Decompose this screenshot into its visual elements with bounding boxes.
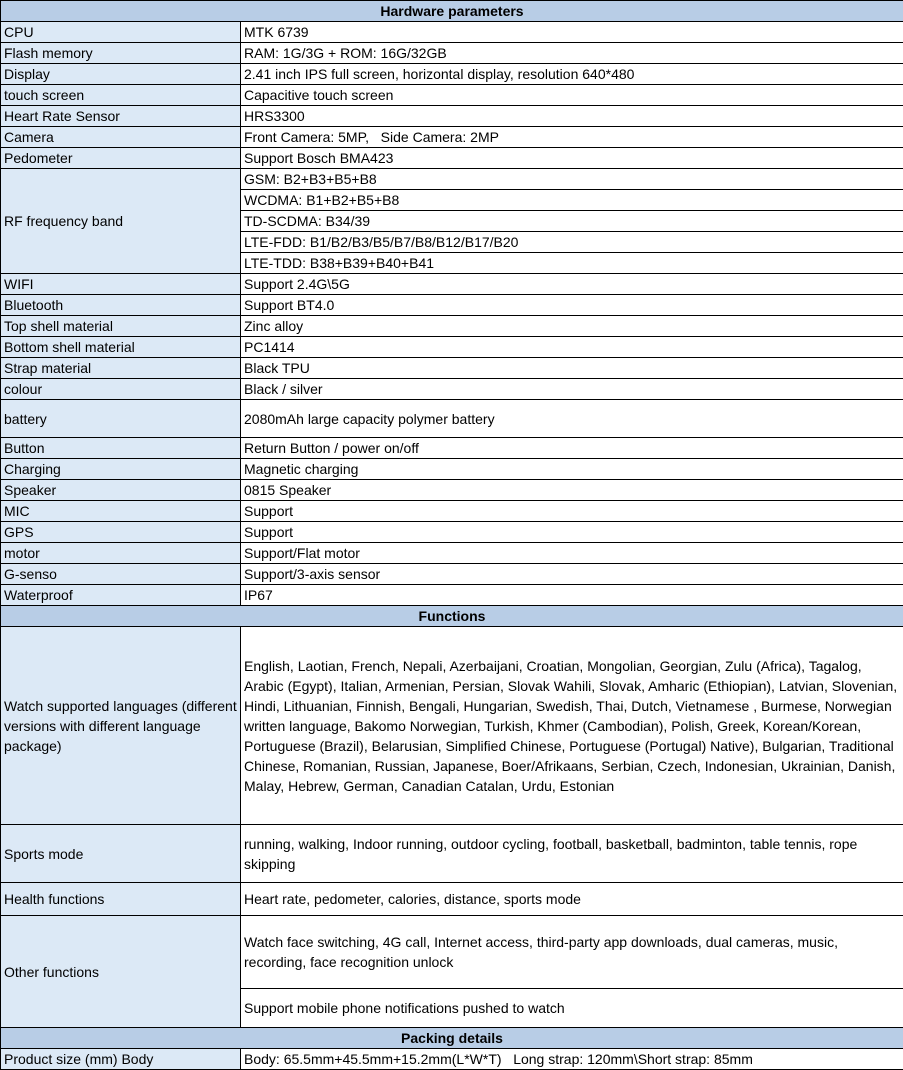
spec-value-flash-memory: RAM: 1G/3G + ROM: 16G/32GB [241,43,903,64]
spec-label-motor: motor [1,543,241,564]
spec-label-heart-rate-sensor: Heart Rate Sensor [1,106,241,127]
spec-label-pedometer: Pedometer [1,148,241,169]
spec-value-wifi: Support 2.4G\5G [241,274,903,295]
spec-value-battery: 2080mAh large capacity polymer battery [241,400,903,438]
spec-value-top-shell-material: Zinc alloy [241,316,903,337]
spec-value-bluetooth: Support BT4.0 [241,295,903,316]
spec-value-mic: Support [241,501,903,522]
spec-label-bluetooth: Bluetooth [1,295,241,316]
spec-label-waterproof: Waterproof [1,585,241,606]
spec-value-colour: Black / silver [241,379,903,400]
hardware-section-title: Hardware parameters [1,1,903,22]
spec-value-other-functions-2: Support mobile phone notifications pushed to watch [241,989,903,1028]
spec-label-battery: battery [1,400,241,438]
spec-value-rf-wcdma: WCDMA: B1+B2+B5+B8 [241,190,903,211]
spec-value-camera: Front Camera: 5MP, Side Camera: 2MP [241,127,903,148]
spec-label-sports-mode: Sports mode [1,825,241,883]
packing-section-title: Packing details [1,1028,903,1049]
spec-label-product-size: Product size (mm) Body [1,1049,241,1070]
spec-label-wifi: WIFI [1,274,241,295]
spec-label-g-senso: G-senso [1,564,241,585]
spec-value-waterproof: IP67 [241,585,903,606]
spec-value-g-senso: Support/3-axis sensor [241,564,903,585]
spec-value-heart-rate-sensor: HRS3300 [241,106,903,127]
spec-label-strap-material: Strap material [1,358,241,379]
spec-label-other-functions: Other functions [1,916,241,1028]
spec-label-mic: MIC [1,501,241,522]
spec-value-rf-lte-fdd: LTE-FDD: B1/B2/B3/B5/B7/B8/B12/B17/B20 [241,232,903,253]
spec-value-charging: Magnetic charging [241,459,903,480]
spec-value-gps: Support [241,522,903,543]
spec-value-bottom-shell-material: PC1414 [241,337,903,358]
spec-value-pedometer: Support Bosch BMA423 [241,148,903,169]
spec-value-strap-material: Black TPU [241,358,903,379]
spec-label-colour: colour [1,379,241,400]
spec-label-display: Display [1,64,241,85]
spec-label-button: Button [1,438,241,459]
spec-value-motor: Support/Flat motor [241,543,903,564]
spec-value-watch-languages: English, Laotian, French, Nepali, Azerbaijani, Croatian, Mongolian, Georgian, Zulu (Africa), Tagalog, Arabic (Egypt), Italian, Armenian, Persian, Slovak Wahili, Slovak, Amharic (Ethiopian), Latvian, Slovenian, Hindi, Lithuanian, Finnish, Bengali, Hungarian, Swedish, Thai, Dutch, Vietnamese , Burmese, Norwegian written language, Bakomo Norwegian, Turkish, Khmer (Cambodian), Polish, Greek, Korean/Korean, Portuguese (Brazil), Belarusian, Simplified Chinese, Portuguese (Portugal) Native), Bulgarian, Traditional Chinese, Romanian, Russian, Japanese, Boer/Afrikaans, Serbian, Czech, Indonesian, Ukrainian, Danish, Malay, Hebrew, German, Canadian Catalan, Urdu, Estonian [241,627,903,825]
spec-value-button: Return Button / power on/off [241,438,903,459]
spec-value-rf-lte-tdd: LTE-TDD: B38+B39+B40+B41 [241,253,903,274]
spec-label-charging: Charging [1,459,241,480]
spec-label-touch-screen: touch screen [1,85,241,106]
spec-label-watch-languages: Watch supported languages (different versions with different language package) [1,627,241,825]
spec-label-bottom-shell-material: Bottom shell material [1,337,241,358]
spec-value-display: 2.41 inch IPS full screen, horizontal display, resolution 640*480 [241,64,903,85]
spec-value-speaker: 0815 Speaker [241,480,903,501]
spec-value-product-size: Body: 65.5mm+45.5mm+15.2mm(L*W*T) Long strap: 120mm\Short strap: 85mm [241,1049,903,1070]
spec-value-touch-screen: Capacitive touch screen [241,85,903,106]
spec-label-gps: GPS [1,522,241,543]
spec-value-rf-gsm: GSM: B2+B3+B5+B8 [241,169,903,190]
spec-label-health-functions: Health functions [1,883,241,916]
spec-value-sports-mode: running, walking, Indoor running, outdoor cycling, football, basketball, badminton, table tennis, rope skipping [241,825,903,883]
spec-label-flash-memory: Flash memory [1,43,241,64]
spec-value-cpu: MTK 6739 [241,22,903,43]
spec-label-speaker: Speaker [1,480,241,501]
spec-label-cpu: CPU [1,22,241,43]
functions-section-title: Functions [1,606,903,627]
spec-value-rf-td-scdma: TD-SCDMA: B34/39 [241,211,903,232]
spec-label-top-shell-material: Top shell material [1,316,241,337]
spec-value-health-functions: Heart rate, pedometer, calories, distance, sports mode [241,883,903,916]
spec-label-rf-frequency-band: RF frequency band [1,169,241,274]
spec-label-camera: Camera [1,127,241,148]
spec-value-other-functions-1: Watch face switching, 4G call, Internet access, third-party app downloads, dual cameras, music, recording, face recognition unlock [241,916,903,989]
